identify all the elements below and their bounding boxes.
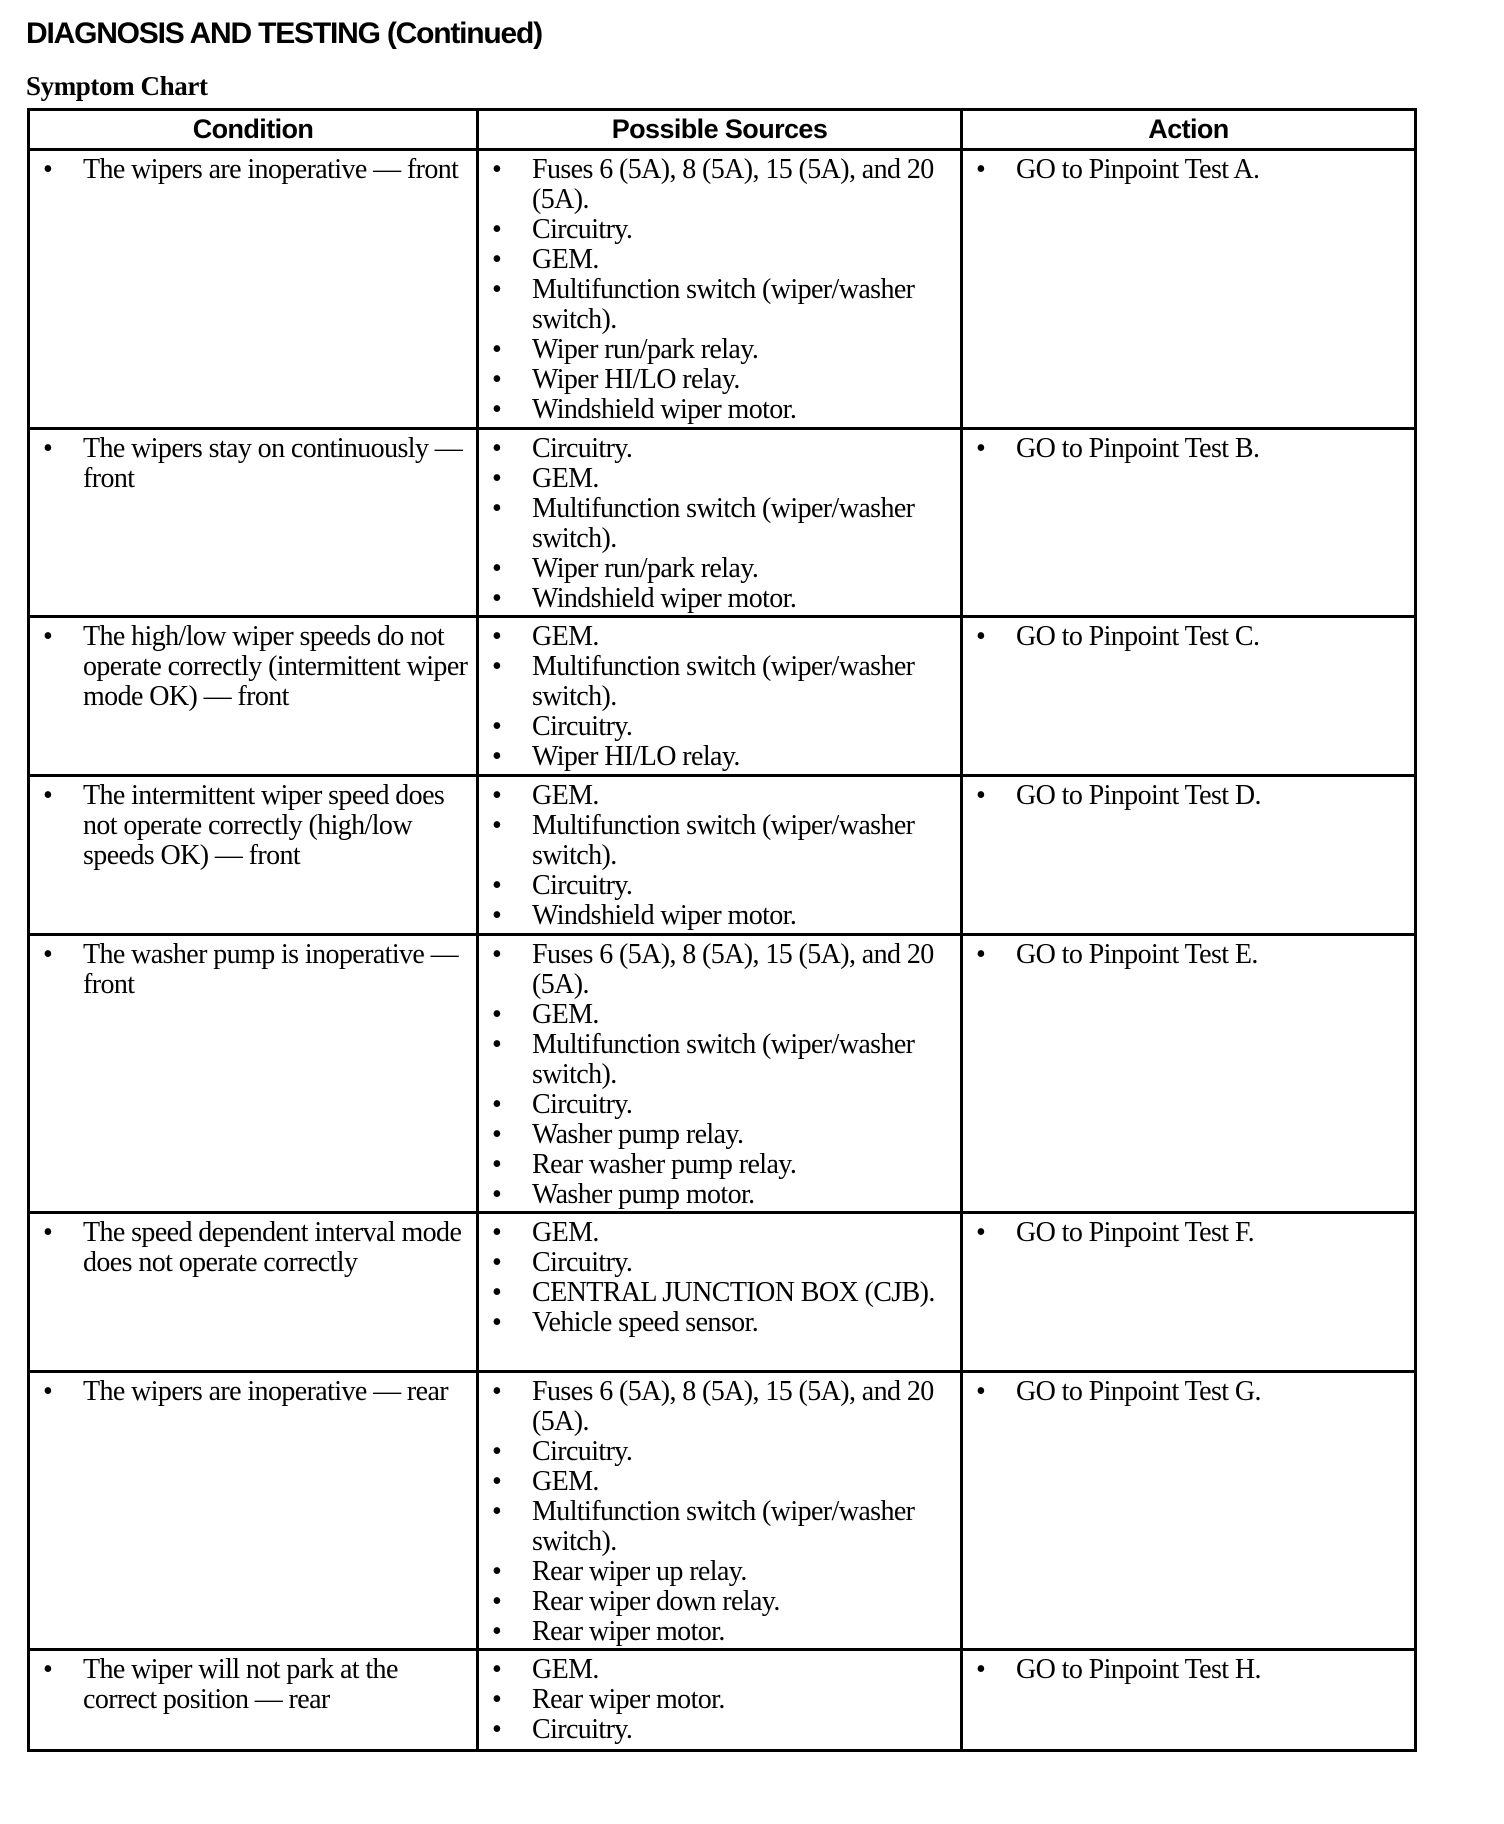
source-item: • Vehicle speed sensor. bbox=[479, 1308, 960, 1338]
action-list bbox=[963, 622, 1414, 652]
source-item: • Circuitry. bbox=[479, 1715, 960, 1745]
header-possible-sources: Possible Sources bbox=[478, 110, 962, 150]
source-item: • Wiper run/park relay. bbox=[479, 335, 960, 365]
source-item: • Multifunction switch (wiper/washer switch). bbox=[479, 1497, 960, 1557]
source-item: • Rear wiper up relay. bbox=[479, 1557, 960, 1587]
source-item: • Windshield wiper motor. bbox=[479, 395, 960, 425]
condition-cell bbox=[29, 776, 478, 935]
condition-text: • The wiper will not park at the correct position — rear bbox=[30, 1655, 476, 1715]
sources-cell bbox=[478, 776, 962, 935]
action-text: • GO to Pinpoint Test A. bbox=[963, 155, 1414, 185]
table-row bbox=[29, 150, 1416, 429]
action-text: • GO to Pinpoint Test D. bbox=[963, 781, 1414, 811]
source-item: • Windshield wiper motor. bbox=[479, 901, 960, 931]
condition-cell bbox=[29, 150, 478, 429]
action-list bbox=[963, 434, 1414, 464]
condition-list bbox=[30, 781, 476, 871]
table-body bbox=[29, 150, 1416, 1751]
table-row bbox=[29, 935, 1416, 1213]
action-list bbox=[963, 1218, 1414, 1248]
condition-text: • The speed dependent interval mode does not operate correctly bbox=[30, 1218, 476, 1278]
page-heading: DIAGNOSIS AND TESTING (Continued) bbox=[26, 17, 542, 50]
source-item: • Rear wiper motor. bbox=[479, 1617, 960, 1647]
action-cell bbox=[962, 429, 1416, 617]
condition-list bbox=[30, 434, 476, 494]
condition-cell bbox=[29, 1213, 478, 1372]
table-row bbox=[29, 776, 1416, 935]
condition-cell bbox=[29, 935, 478, 1213]
action-text: • GO to Pinpoint Test C. bbox=[963, 622, 1414, 652]
source-item: • Wiper HI/LO relay. bbox=[479, 742, 960, 772]
source-item: • Fuses 6 (5A), 8 (5A), 15 (5A), and 20 (5A). bbox=[479, 155, 960, 215]
action-text: • GO to Pinpoint Test H. bbox=[963, 1655, 1414, 1685]
header-condition: Condition bbox=[29, 110, 478, 150]
sources-list bbox=[479, 622, 960, 772]
condition-cell bbox=[29, 1650, 478, 1751]
action-cell bbox=[962, 1372, 1416, 1650]
source-item: • GEM. bbox=[479, 622, 960, 652]
sources-cell bbox=[478, 1372, 962, 1650]
table-row bbox=[29, 429, 1416, 617]
condition-list bbox=[30, 622, 476, 712]
chart-title: Symptom Chart bbox=[26, 71, 208, 101]
action-cell bbox=[962, 150, 1416, 429]
action-cell bbox=[962, 1650, 1416, 1751]
source-item: • Circuitry. bbox=[479, 1437, 960, 1467]
sources-list bbox=[479, 940, 960, 1210]
source-item: • Fuses 6 (5A), 8 (5A), 15 (5A), and 20 (5A). bbox=[479, 940, 960, 1000]
sources-list bbox=[479, 434, 960, 614]
action-text: • GO to Pinpoint Test B. bbox=[963, 434, 1414, 464]
source-item: • Multifunction switch (wiper/washer switch). bbox=[479, 811, 960, 871]
condition-text: • The intermittent wiper speed does not operate correctly (high/low speeds OK) — front bbox=[30, 781, 476, 871]
action-cell bbox=[962, 935, 1416, 1213]
condition-cell bbox=[29, 617, 478, 776]
condition-list bbox=[30, 155, 476, 185]
table-header-row bbox=[29, 110, 1416, 150]
action-list bbox=[963, 940, 1414, 970]
source-item: • Washer pump motor. bbox=[479, 1180, 960, 1210]
source-item: • Rear washer pump relay. bbox=[479, 1150, 960, 1180]
source-item: • Multifunction switch (wiper/washer switch). bbox=[479, 1030, 960, 1090]
sources-cell bbox=[478, 429, 962, 617]
source-item: • GEM. bbox=[479, 1655, 960, 1685]
sources-list bbox=[479, 1655, 960, 1745]
action-text: • GO to Pinpoint Test E. bbox=[963, 940, 1414, 970]
condition-text: • The wipers stay on continuously — front bbox=[30, 434, 476, 494]
condition-list bbox=[30, 1218, 476, 1278]
action-list bbox=[963, 781, 1414, 811]
action-cell bbox=[962, 617, 1416, 776]
table-row bbox=[29, 1213, 1416, 1372]
table-row bbox=[29, 617, 1416, 776]
source-item: • Circuitry. bbox=[479, 1090, 960, 1120]
source-item: • Circuitry. bbox=[479, 215, 960, 245]
source-item: • GEM. bbox=[479, 781, 960, 811]
source-item: • GEM. bbox=[479, 464, 960, 494]
condition-text: • The wipers are inoperative — front bbox=[30, 155, 476, 185]
source-item: • GEM. bbox=[479, 1467, 960, 1497]
sources-cell bbox=[478, 935, 962, 1213]
source-item: • Circuitry. bbox=[479, 1248, 960, 1278]
condition-list bbox=[30, 940, 476, 1000]
action-text: • GO to Pinpoint Test G. bbox=[963, 1377, 1414, 1407]
action-text: • GO to Pinpoint Test F. bbox=[963, 1218, 1414, 1248]
condition-text: • The wipers are inoperative — rear bbox=[30, 1377, 476, 1407]
source-item: • GEM. bbox=[479, 1000, 960, 1030]
condition-list bbox=[30, 1377, 476, 1407]
action-list bbox=[963, 1655, 1414, 1685]
symptom-chart-table bbox=[27, 108, 1417, 1752]
table-row bbox=[29, 1372, 1416, 1650]
action-list bbox=[963, 155, 1414, 185]
action-cell bbox=[962, 1213, 1416, 1372]
sources-cell bbox=[478, 150, 962, 429]
source-item: • CENTRAL JUNCTION BOX (CJB). bbox=[479, 1278, 960, 1308]
action-list bbox=[963, 1377, 1414, 1407]
source-item: • Fuses 6 (5A), 8 (5A), 15 (5A), and 20 (5A). bbox=[479, 1377, 960, 1437]
source-item: • Multifunction switch (wiper/washer switch). bbox=[479, 652, 960, 712]
action-cell bbox=[962, 776, 1416, 935]
source-item: • Circuitry. bbox=[479, 434, 960, 464]
source-item: • Windshield wiper motor. bbox=[479, 584, 960, 614]
source-item: • Wiper HI/LO relay. bbox=[479, 365, 960, 395]
source-item: • Circuitry. bbox=[479, 871, 960, 901]
source-item: • Multifunction switch (wiper/washer switch). bbox=[479, 494, 960, 554]
source-item: • Wiper run/park relay. bbox=[479, 554, 960, 584]
sources-list bbox=[479, 155, 960, 425]
sources-list bbox=[479, 1377, 960, 1647]
sources-cell bbox=[478, 617, 962, 776]
condition-text: • The high/low wiper speeds do not operate correctly (intermittent wiper mode OK) — front bbox=[30, 622, 476, 712]
condition-cell bbox=[29, 1372, 478, 1650]
source-item: • Circuitry. bbox=[479, 712, 960, 742]
condition-list bbox=[30, 1655, 476, 1715]
condition-text: • The washer pump is inoperative — front bbox=[30, 940, 476, 1000]
table-row bbox=[29, 1650, 1416, 1751]
sources-cell bbox=[478, 1213, 962, 1372]
source-item: • Multifunction switch (wiper/washer switch). bbox=[479, 275, 960, 335]
source-item: • Washer pump relay. bbox=[479, 1120, 960, 1150]
sources-list bbox=[479, 781, 960, 931]
source-item: • Rear wiper down relay. bbox=[479, 1587, 960, 1617]
source-item: • GEM. bbox=[479, 245, 960, 275]
sources-list bbox=[479, 1218, 960, 1338]
header-action: Action bbox=[962, 110, 1416, 150]
sources-cell bbox=[478, 1650, 962, 1751]
source-item: • Rear wiper motor. bbox=[479, 1685, 960, 1715]
condition-cell bbox=[29, 429, 478, 617]
source-item: • GEM. bbox=[479, 1218, 960, 1248]
